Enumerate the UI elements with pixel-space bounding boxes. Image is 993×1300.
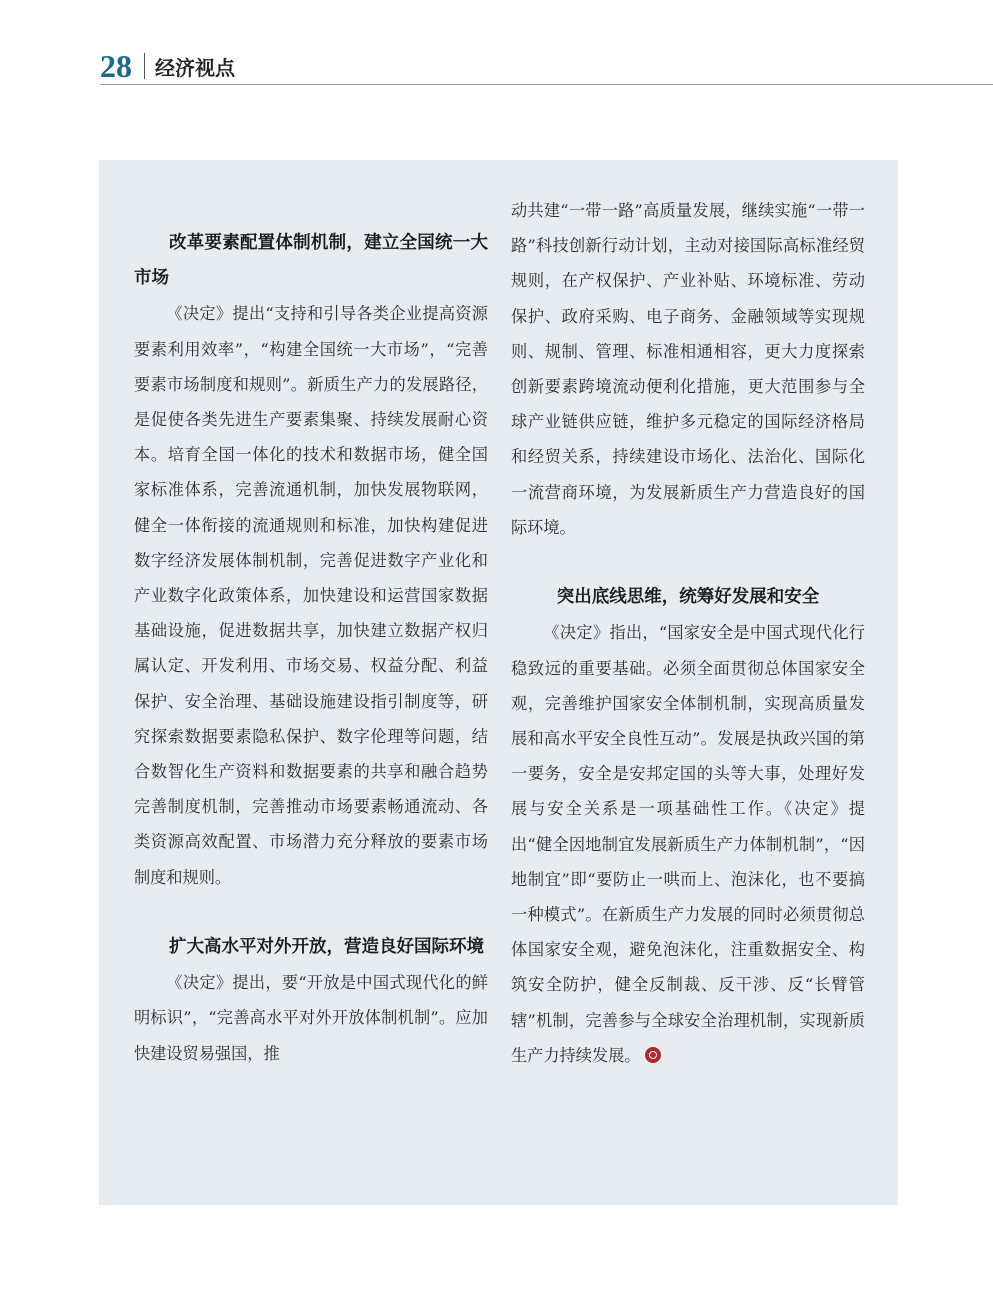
section-title: 经济视点	[155, 55, 235, 80]
header-divider	[144, 53, 145, 79]
spacer	[134, 895, 488, 930]
magazine-logo-icon	[645, 1047, 661, 1063]
section-heading: 扩大高水平对外开放，营造良好国际环境	[169, 937, 484, 958]
page-number: 28	[100, 47, 132, 84]
paragraph-text: 《决定》指出，“国家安全是中国式现代化行稳致远的重要基础。必须全面贯彻总体国家安全观，完善维护国家安全体制机制，实现高质量发展和高水平安全良性互动”。发展是执政兴国的第一要务，安全是安邦定国的头等大事，处理好发展与安全关系是一项基础性工作。《决定》提出“健全因地制宜发展新质生产力体制机制”，“因地制宜”即“要防止一哄而上、泡沫化，也不要搞一种模式”。在新质生产力发展的同时必须贯彻总体国家安全观，避免泡沫化，注重数据安全、构筑安全防护，健全反制裁、反干涉、反“长臂管辖”机制，完善参与全球安全治理机制，实现新质生产力持续发展。	[511, 623, 865, 1065]
section-heading: 改革要素配置体制机制，建立全国统一大市场	[134, 233, 488, 289]
paragraph	[511, 615, 865, 1073]
header-rule	[100, 84, 993, 85]
right-column	[511, 193, 865, 1073]
spacer	[511, 545, 865, 580]
paragraph-continued: 动共建“一带一路”高质量发展，继续实施“一带一路”科技创新行动计划，主动对接国际高标准经贸规则，在产权保护、产业补贴、环境标准、劳动保护、政府采购、电子商务、金融领域等实现规则、规制、管理、标准相通相容，更大力度探索创新要素跨境流动便利化措施，更大范围参与全球产业链供应链，维护多元稳定的国际经济格局和经贸关系，持续建设市场化、法治化、国际化一流营商环境，为发展新质生产力营造良好的国际环境。	[511, 201, 865, 537]
section-heading: 突出底线思维，统筹好发展和安全	[556, 587, 820, 608]
left-column	[134, 226, 488, 1071]
paragraph: 《决定》提出“支持和引导各类企业提高资源要素利用效率”，“构建全国统一大市场”，“完善要素市场制度和规则”。新质生产力的发展路径，是促使各类先进生产要素集聚、持续发展耐心资本。培育全国一体化的技术和数据市场，健全国家标准体系，完善流通机制，加快发展物联网，健全一体衔接的流通规则和标准，加快构建促进数字经济发展体制机制，完善促进数字产业化和产业数字化政策体系，加快建设和运营国家数据基础设施，促进数据共享，加快建立数据产权归属认定、开发利用、市场交易、权益分配、利益保护、安全治理、基础设施建设指引制度等，研究探索数据要素隐私保护、数字伦理等问题，结合数智化生产资料和数据要素的共享和融合趋势完善制度机制，完善推动市场要素畅通流动、各类资源高效配置、市场潜力充分释放的要素市场制度和规则。	[134, 304, 488, 887]
paragraph: 《决定》提出，要“开放是中国式现代化的鲜明标识”，“完善高水平对外开放体制机制”。应加快建设贸易强国，推	[134, 973, 488, 1063]
page-header	[100, 46, 235, 86]
